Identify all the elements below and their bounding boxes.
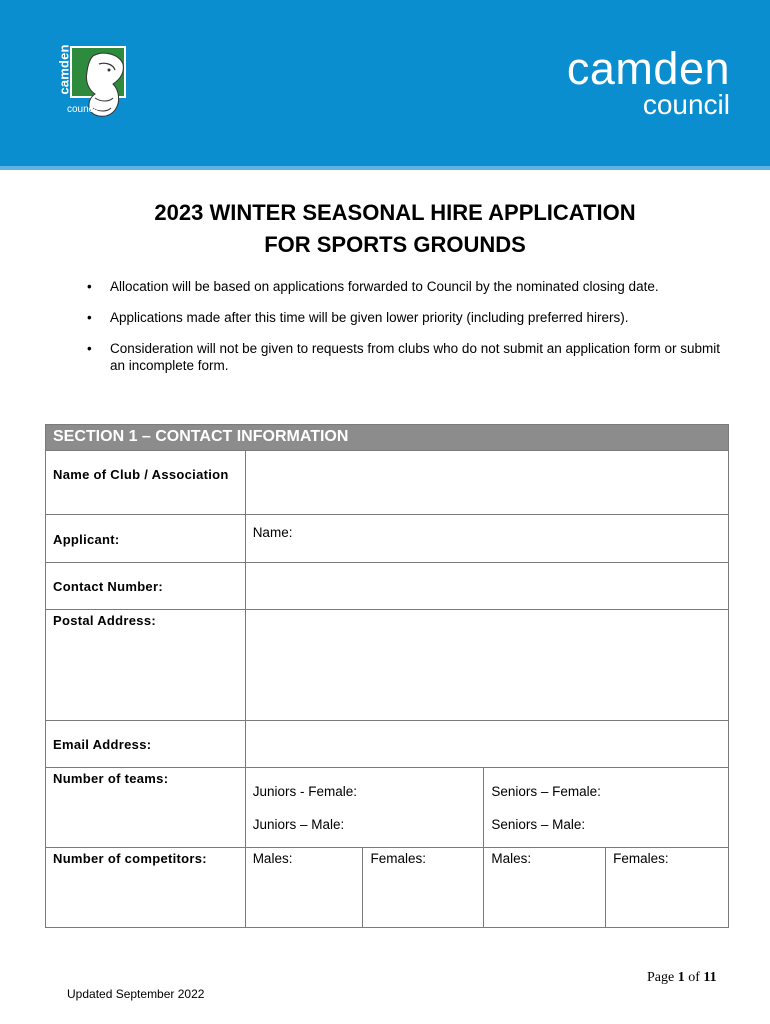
title-line-1: 2023 WINTER SEASONAL HIRE APPLICATION bbox=[154, 200, 636, 225]
title-line-2: FOR SPORTS GROUNDS bbox=[264, 232, 526, 257]
contact-number-field[interactable] bbox=[245, 563, 728, 610]
senior-females-field[interactable] bbox=[606, 848, 729, 928]
bullet-text: Applications made after this time will be given lower priority (including preferred hirers). bbox=[110, 310, 629, 325]
bullet-item bbox=[87, 278, 727, 295]
page-number bbox=[647, 970, 717, 986]
senior-males-field[interactable] bbox=[484, 848, 606, 928]
contact-number-label: Contact Number: bbox=[46, 563, 246, 610]
bullet-list bbox=[87, 278, 727, 388]
seniors-male-label: Seniors – Male: bbox=[491, 817, 586, 832]
logo-sub: council bbox=[67, 104, 99, 115]
bullet-marker: • bbox=[87, 310, 92, 325]
seniors-cell[interactable] bbox=[484, 768, 729, 848]
junior-females-field[interactable] bbox=[363, 848, 484, 928]
juniors-male-label: Juniors – Male: bbox=[252, 817, 345, 832]
council-logo bbox=[49, 44, 129, 120]
brand-sub: council bbox=[642, 89, 730, 120]
section-1-heading: SECTION 1 – CONTACT INFORMATION bbox=[46, 425, 729, 451]
females-label: Females: bbox=[370, 851, 427, 866]
junior-males-field[interactable] bbox=[245, 848, 363, 928]
brand-wordmark bbox=[566, 43, 730, 120]
applicant-label: Applicant: bbox=[46, 515, 246, 563]
bullet-item bbox=[87, 340, 727, 374]
email-address-label: Email Address: bbox=[46, 721, 246, 768]
males-label: Males: bbox=[491, 851, 532, 866]
postal-address-field[interactable] bbox=[245, 610, 728, 721]
females-label: Females: bbox=[613, 851, 669, 866]
page-word: Page bbox=[647, 970, 675, 985]
bullet-text: Consideration will not be given to requests from clubs who do not submit an application form or submit an incomplete form. bbox=[110, 341, 721, 373]
juniors-cell[interactable] bbox=[245, 768, 484, 848]
juniors-female-label: Juniors - Female: bbox=[252, 784, 357, 799]
postal-address-label: Postal Address: bbox=[46, 610, 246, 721]
header-stripe bbox=[0, 166, 770, 170]
contact-information-table bbox=[45, 424, 729, 928]
updated-date: Updated September 2022 bbox=[67, 987, 205, 1001]
of-word: of bbox=[688, 970, 700, 985]
club-name-label: Name of Club / Association bbox=[46, 451, 246, 515]
logo-word: camden bbox=[56, 44, 72, 95]
number-of-competitors-label: Number of competitors: bbox=[46, 848, 246, 928]
number-of-teams-label: Number of teams: bbox=[46, 768, 246, 848]
brand-main: camden bbox=[566, 43, 730, 94]
club-name-field[interactable] bbox=[245, 451, 728, 515]
applicant-name-field[interactable] bbox=[245, 515, 728, 563]
males-label: Males: bbox=[252, 851, 293, 866]
seniors-female-label: Seniors – Female: bbox=[491, 784, 601, 799]
page-total: 11 bbox=[703, 970, 717, 985]
bullet-marker: • bbox=[87, 341, 92, 356]
page-current: 1 bbox=[677, 970, 685, 985]
bullet-item bbox=[87, 309, 727, 326]
bullet-text: Allocation will be based on applications forwarded to Council by the nominated closing date. bbox=[110, 279, 659, 294]
page-title bbox=[0, 197, 770, 261]
applicant-name-label: Name: bbox=[252, 525, 293, 540]
email-address-field[interactable] bbox=[245, 721, 728, 768]
bullet-marker: • bbox=[87, 279, 92, 294]
